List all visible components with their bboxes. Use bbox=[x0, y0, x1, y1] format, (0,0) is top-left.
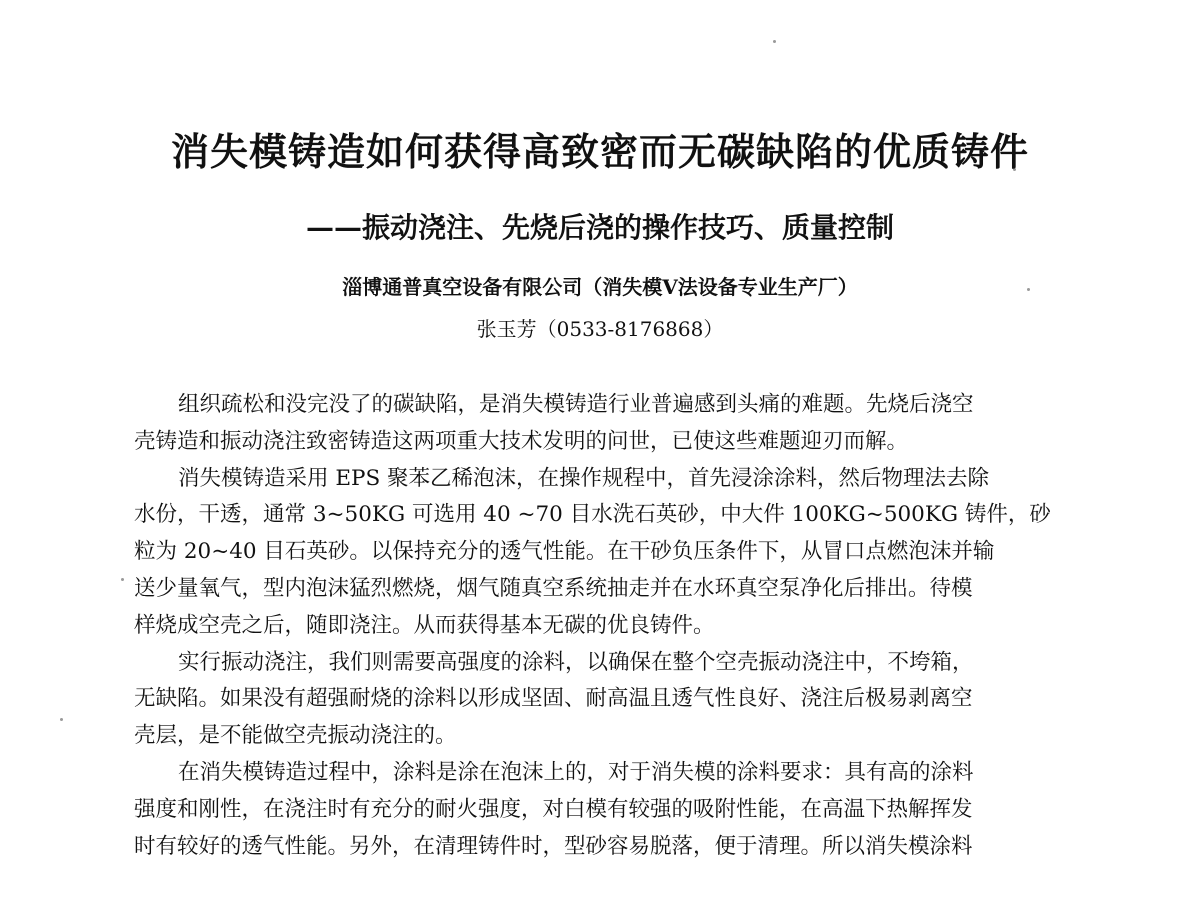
scan-speck bbox=[773, 40, 776, 43]
paragraph bbox=[134, 461, 1064, 645]
text-line: 消失模铸造采用 EPS 聚苯乙稀泡沫，在操作规程中，首先浸涂涂料，然后物理法去除 bbox=[178, 465, 990, 491]
author-affiliation: 淄博通普真空设备有限公司（消失模V法设备专业生产厂） bbox=[342, 275, 858, 299]
text-line: 强度和刚性，在浇注时有充分的耐火强度，对白模有较强的吸附性能，在高温下热解挥发 bbox=[134, 796, 973, 822]
document-title: 消失模铸造如何获得高致密而无碳缺陷的优质铸件 bbox=[170, 129, 1029, 174]
text-line: 样烧成空壳之后，随即浇注。从而获得基本无碳的优良铸件。 bbox=[134, 612, 715, 638]
text-line: 壳层，是不能做空壳振动浇注的。 bbox=[134, 723, 457, 749]
scan-speck bbox=[121, 578, 124, 581]
paragraph bbox=[134, 755, 1064, 865]
scan-speck bbox=[60, 718, 63, 721]
text-line: 送少量氧气，型内泡沫猛烈燃烧，烟气随真空系统抽走并在水环真空泵净化后排出。待模 bbox=[134, 575, 973, 601]
text-line: 壳铸造和振动浇注致密铸造这两项重大技术发明的问世，已使这些难题迎刃而解。 bbox=[134, 428, 909, 454]
body-text bbox=[134, 387, 1064, 865]
paragraph bbox=[134, 645, 1064, 755]
author-name: 张玉芳（0533-8176868） bbox=[476, 317, 724, 341]
text-line: 粒为 20~40 目石英砂。以保持充分的透气性能。在干砂负压条件下，从冒口点燃泡沫并输 bbox=[134, 539, 995, 565]
text-line: 无缺陷。如果没有超强耐烧的涂料以形成坚固、耐高温且透气性良好、浇注后极易剥离空 bbox=[134, 686, 973, 712]
document-subtitle: ——振动浇注、先烧后浇的操作技巧、质量控制 bbox=[305, 211, 894, 244]
text-line: 组织疏松和没完没了的碳缺陷，是消失模铸造行业普遍感到头痛的难题。先烧后浇空 bbox=[178, 392, 974, 417]
paragraph bbox=[134, 387, 1064, 461]
text-line: 水份，干透，通常 3~50KG 可选用 40 ~70 目水洗石英砂，中大件 100KG~500KG 铸件，砂 bbox=[134, 502, 1051, 528]
text-line: 实行振动浇注，我们则需要高强度的涂料，以确保在整个空壳振动浇注中，不垮箱， bbox=[178, 649, 974, 675]
text-line: 时有较好的透气性能。另外，在清理铸件时，型砂容易脱落，便于清理。所以消失模涂料 bbox=[134, 833, 973, 859]
text-line: 在消失模铸造过程中，涂料是涂在泡沫上的，对于消失模的涂料要求：具有高的涂料 bbox=[178, 759, 974, 785]
